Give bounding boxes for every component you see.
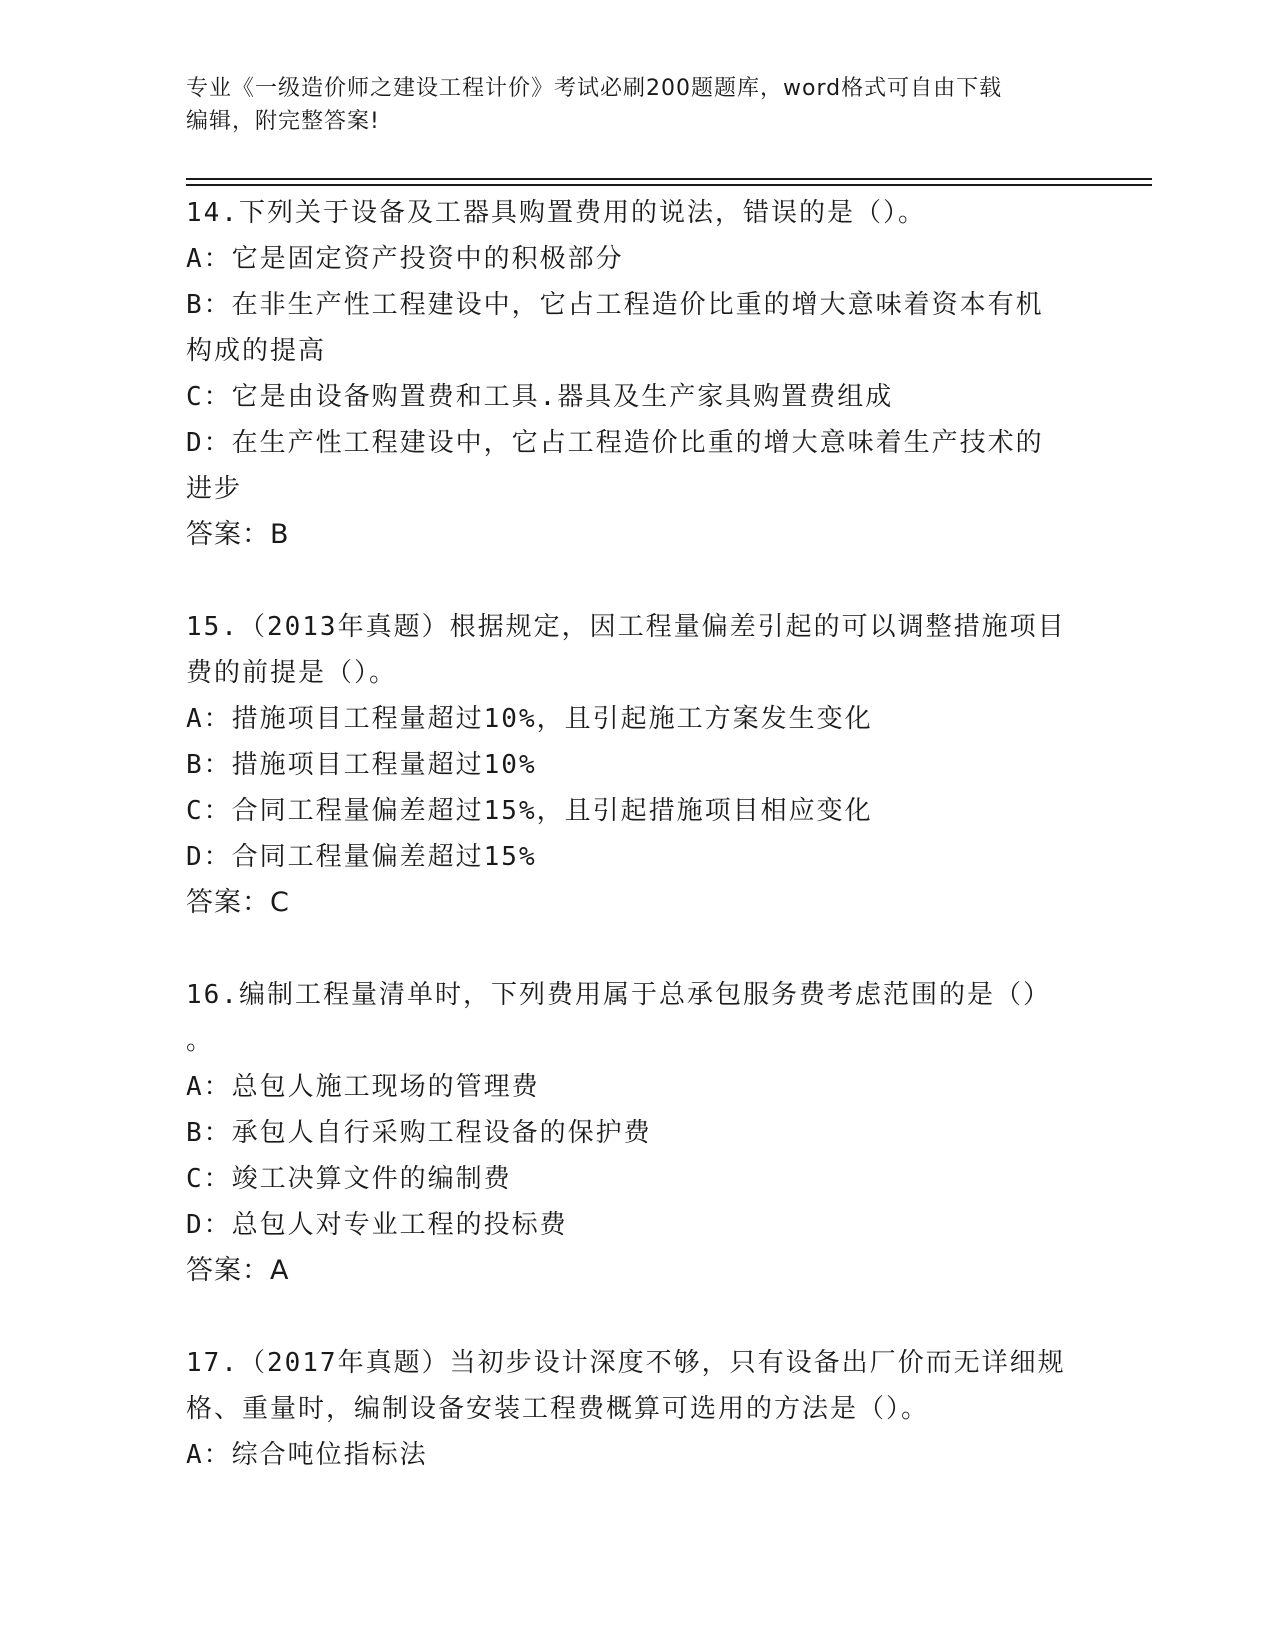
- question-17-option-a: A：综合吨位指标法: [186, 1440, 428, 1470]
- spacer: [186, 558, 1086, 604]
- question-15-stem-cont: 费的前提是（）。: [186, 658, 398, 688]
- question-14-option-b: B：在非生产性工程建设中，它占工程造价比重的增大意味着资本有机: [186, 290, 1044, 320]
- question-15-option-c: C：合同工程量偏差超过15%，且引起措施项目相应变化: [186, 796, 873, 826]
- question-16-option-d: D：总包人对专业工程的投标费: [186, 1210, 568, 1240]
- question-14: [186, 190, 1086, 558]
- question-14-answer: 答案：B: [186, 519, 290, 550]
- question-16-option-b: B：承包人自行采购工程设备的保护费: [186, 1118, 652, 1148]
- header-rule-top: [186, 178, 1152, 180]
- question-14-option-a: A：它是固定资产投资中的积极部分: [186, 244, 624, 274]
- question-15-stem: 15.（2013年真题）根据规定，因工程量偏差引起的可以调整措施项目: [186, 612, 1066, 642]
- question-15: [186, 604, 1086, 926]
- question-17-stem: 17.（2017年真题）当初步设计深度不够，只有设备出厂价而无详细规: [186, 1348, 1066, 1378]
- question-15-option-b: B：措施项目工程量超过10%: [186, 750, 537, 780]
- spacer: [186, 926, 1086, 972]
- question-15-answer: 答案：C: [186, 887, 290, 918]
- question-16-stem: 16.编制工程量清单时，下列费用属于总承包服务费考虑范围的是（）: [186, 980, 1051, 1010]
- question-16-answer: 答案：A: [186, 1255, 290, 1286]
- question-14-option-d-cont: 进步: [186, 474, 243, 504]
- question-16-option-a: A：总包人施工现场的管理费: [186, 1072, 540, 1102]
- document-header: [186, 72, 1066, 138]
- header-line-2: 编辑，附完整答案!: [186, 109, 380, 134]
- question-16-option-c: C：竣工决算文件的编制费: [186, 1164, 512, 1194]
- question-15-option-a: A：措施项目工程量超过10%，且引起施工方案发生变化: [186, 704, 873, 734]
- question-17-stem-cont: 格、重量时，编制设备安装工程费概算可选用的方法是（）。: [186, 1394, 930, 1424]
- question-16-stem-cont: 。: [186, 1026, 215, 1056]
- question-14-option-c: C：它是由设备购置费和工具.器具及生产家具购置费组成: [186, 382, 894, 412]
- question-14-option-b-cont: 构成的提高: [186, 336, 327, 366]
- header-line-1: 专业《一级造价师之建设工程计价》考试必刷200题题库，word格式可自由下载: [186, 76, 1003, 101]
- question-14-option-d: D：在生产性工程建设中，它占工程造价比重的增大意味着生产技术的: [186, 428, 1044, 458]
- question-17: [186, 1340, 1086, 1478]
- question-list: [186, 190, 1086, 1478]
- question-16: [186, 972, 1086, 1294]
- question-15-option-d: D：合同工程量偏差超过15%: [186, 842, 537, 872]
- header-rule-bottom: [186, 184, 1152, 186]
- spacer: [186, 1294, 1086, 1340]
- question-14-stem: 14.下列关于设备及工器具购置费用的说法，错误的是（）。: [186, 198, 926, 228]
